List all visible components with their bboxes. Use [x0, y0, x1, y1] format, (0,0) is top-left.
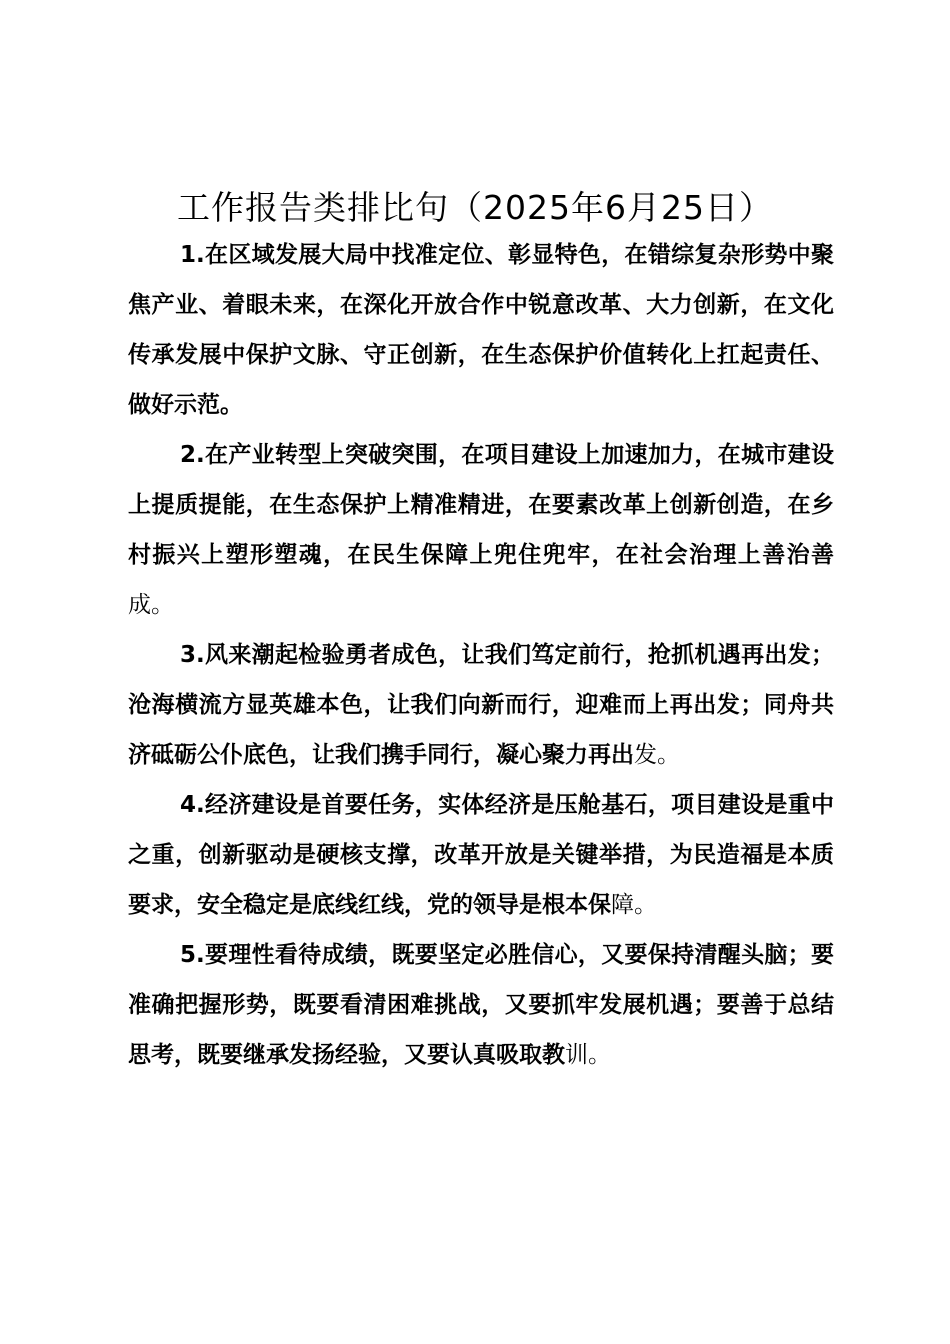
paragraph-1 — [128, 230, 834, 430]
paragraph-3-tail: 发。 — [634, 742, 680, 768]
paragraph-2-text: 2.在产业转型上突破突围，在项目建设上加速加力，在城市建设上提质提能，在生态保护上精准精进，在要素改革上创新创造，在乡村振兴上塑形塑魂，在民生保障上兜住兜牢，在社会治理上善治善 — [128, 442, 834, 568]
paragraph-2 — [128, 430, 834, 630]
paragraph-1-text: 1.在区域发展大局中找准定位、彰显特色，在错综复杂形势中聚焦产业、着眼未来，在深化开放合作中锐意改革、大力创新，在文化传承发展中保护文脉、守正创新，在生态保护价值转化上扛起责任、做好示范。 — [128, 242, 834, 418]
document-body — [128, 230, 834, 1080]
paragraph-4 — [128, 780, 834, 930]
paragraph-4-text: 4.经济建设是首要任务，实体经济是压舱基石，项目建设是重中之重，创新驱动是硬核支撑，改革开放是关键举措，为民造福是本质要求，安全稳定是底线红线，党的领导是根本保 — [128, 792, 834, 918]
paragraph-5-tail: 训。 — [565, 1042, 611, 1068]
paragraph-3-text: 3.风来潮起检验勇者成色，让我们笃定前行，抢抓机遇再出发；沧海横流方显英雄本色，让我们向新而行，迎难而上再出发；同舟共济砥砺公仆底色，让我们携手同行，凝心聚力再出 — [128, 642, 834, 768]
paragraph-5 — [128, 930, 834, 1080]
paragraph-3 — [128, 630, 834, 780]
paragraph-4-tail: 障。 — [611, 892, 657, 918]
document-title: 工作报告类排比句（2025年6月25日） — [177, 188, 773, 227]
paragraph-5-text: 5.要理性看待成绩，既要坚定必胜信心，又要保持清醒头脑；要准确把握形势，既要看清困难挑战，又要抓牢发展机遇；要善于总结思考，既要继承发扬经验，又要认真吸取教 — [128, 942, 834, 1068]
paragraph-2-tail: 成。 — [128, 592, 174, 618]
